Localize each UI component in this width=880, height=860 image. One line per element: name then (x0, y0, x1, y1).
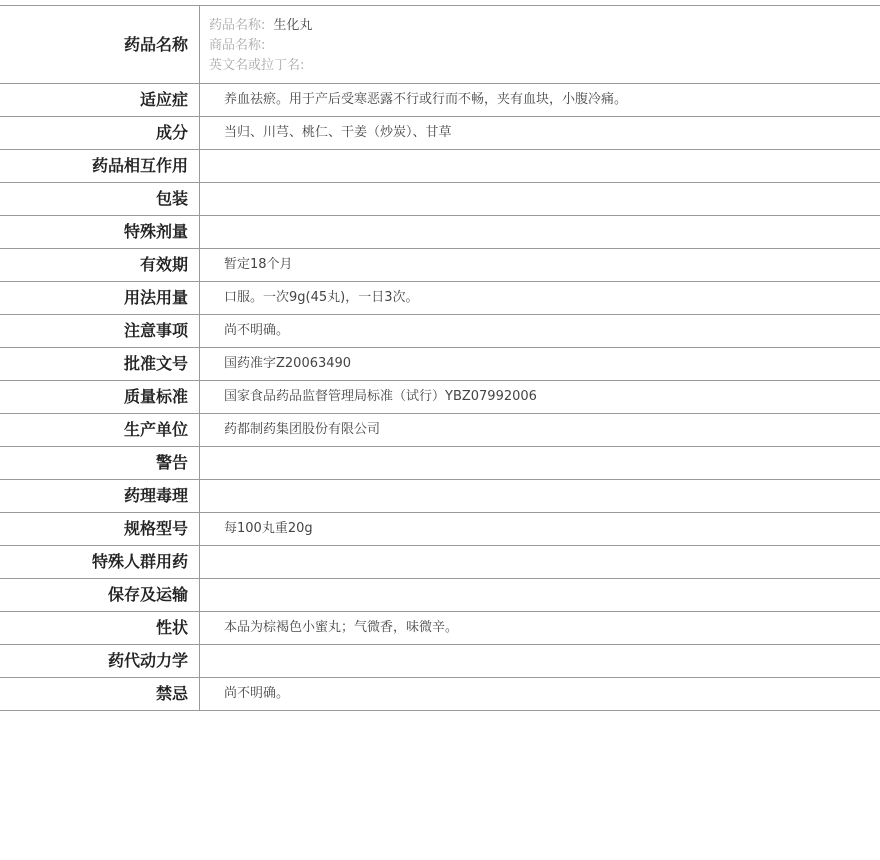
table-row-manufacturer (0, 414, 880, 447)
table-row-indications (0, 84, 880, 117)
row-label: 注意事项 (0, 315, 200, 347)
row-value: 药都制药集团股份有限公司 (224, 421, 381, 437)
table-row-specification (0, 513, 880, 546)
table-row-drug-name (0, 6, 880, 84)
row-value (200, 480, 880, 512)
table-row-packaging (0, 183, 880, 216)
row-value (200, 183, 880, 215)
table-row-warning (0, 447, 880, 480)
row-label: 性状 (0, 612, 200, 644)
english-name-line (209, 56, 880, 76)
row-label: 药品名称 (0, 6, 200, 83)
row-value (200, 447, 880, 479)
row-value: 暂定18个月 (224, 256, 293, 272)
row-label: 质量标准 (0, 381, 200, 413)
row-value (200, 216, 880, 248)
row-value: 养血祛瘀。用于产后受寒恶露不行或行而不畅，夹有血块，小腹冷痛。 (224, 91, 628, 107)
row-label: 成分 (0, 117, 200, 149)
trade-name-value (265, 38, 273, 53)
row-label: 包装 (0, 183, 200, 215)
row-label: 规格型号 (0, 513, 200, 545)
row-label: 适应症 (0, 84, 200, 116)
row-label: 保存及运输 (0, 579, 200, 611)
row-label: 药理毒理 (0, 480, 200, 512)
row-value: 国药准字Z20063490 (224, 355, 352, 371)
row-value: 本品为棕褐色小蜜丸；气微香，味微辛。 (224, 619, 459, 635)
trade-name-line (209, 36, 880, 56)
row-label: 药代动力学 (0, 645, 200, 677)
row-label: 禁忌 (0, 678, 200, 710)
drug-name-block (200, 6, 880, 83)
row-value: 国家食品药品监督管理局标准（试行）YBZ07992006 (224, 388, 537, 404)
row-label: 特殊人群用药 (0, 546, 200, 578)
row-label: 药品相互作用 (0, 150, 200, 182)
row-label: 生产单位 (0, 414, 200, 446)
table-row-interactions (0, 150, 880, 183)
row-value: 口服。一次9g(45丸)，一日3次。 (224, 289, 419, 305)
row-label: 批准文号 (0, 348, 200, 380)
table-row-storage-transport (0, 579, 880, 612)
row-value (200, 579, 880, 611)
table-row-special-dosage (0, 216, 880, 249)
row-value: 每100丸重20g (224, 520, 313, 536)
generic-name-value: 生化丸 (273, 18, 313, 33)
drug-info-table (0, 5, 880, 711)
table-row-pharmacokinetics (0, 645, 880, 678)
row-value: 尚不明确。 (224, 322, 290, 338)
row-label: 用法用量 (0, 282, 200, 314)
row-label: 警告 (0, 447, 200, 479)
table-row-special-populations (0, 546, 880, 579)
english-name-value (304, 58, 312, 73)
table-row-ingredients (0, 117, 880, 150)
table-row-quality-standard (0, 381, 880, 414)
row-label: 有效期 (0, 249, 200, 281)
row-value: 尚不明确。 (224, 685, 290, 701)
table-row-approval-number (0, 348, 880, 381)
row-value (200, 645, 880, 677)
trade-name-label: 商品名称: (209, 38, 266, 53)
english-name-label: 英文名或拉丁名: (209, 58, 305, 73)
table-row-pharmacology (0, 480, 880, 513)
row-value (200, 150, 880, 182)
row-value: 当归、川芎、桃仁、干姜（炒炭）、甘草 (224, 124, 452, 140)
table-row-precautions (0, 315, 880, 348)
generic-name-line (209, 16, 880, 36)
table-row-contraindications (0, 678, 880, 711)
generic-name-label: 药品名称: (209, 18, 266, 33)
row-label: 特殊剂量 (0, 216, 200, 248)
table-row-description (0, 612, 880, 645)
table-row-shelf-life (0, 249, 880, 282)
table-row-usage-dosage (0, 282, 880, 315)
row-value (200, 546, 880, 578)
